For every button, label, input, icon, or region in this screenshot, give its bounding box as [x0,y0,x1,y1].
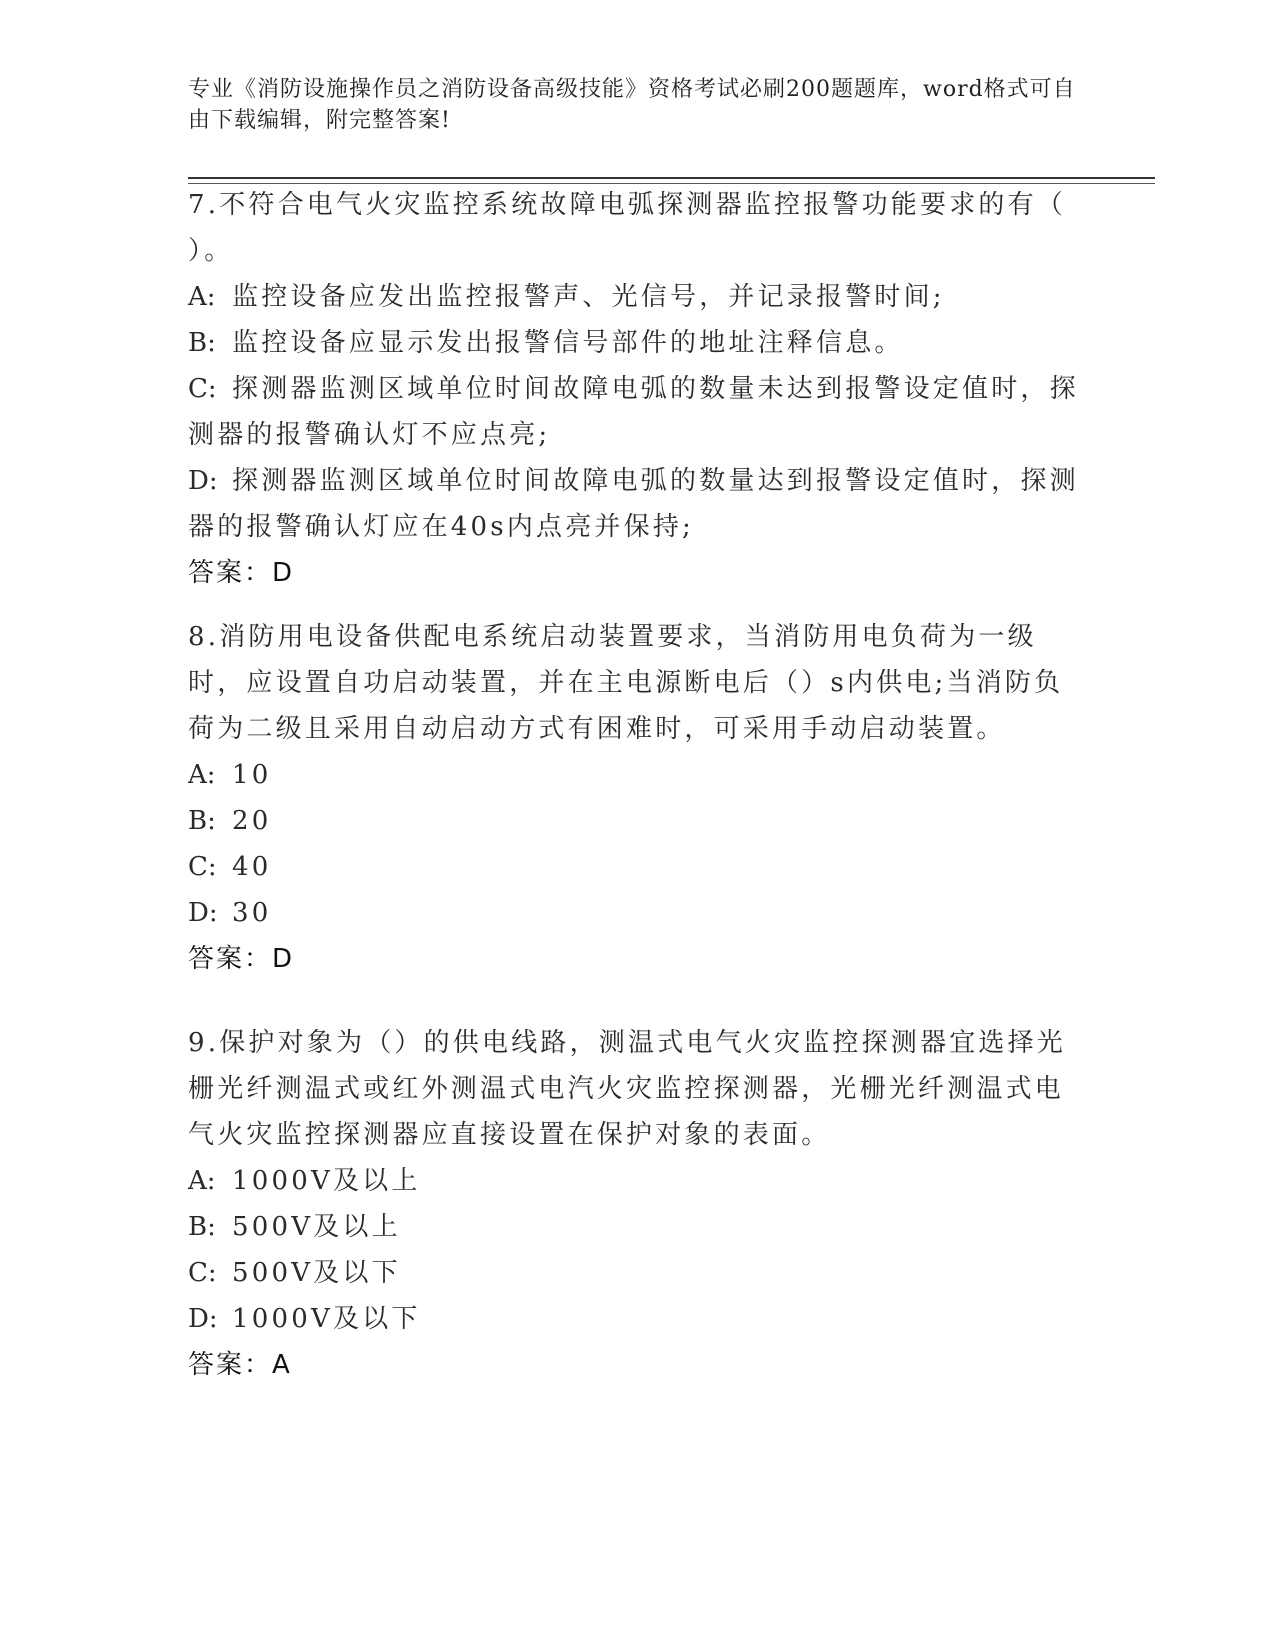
option-text: 500V及以上 [232,1212,401,1242]
option-c [188,366,1088,458]
option-text: 20 [232,806,272,836]
option-text: 探测器监测区域单位时间故障电弧的数量未达到报警设定值时，探测器的报警确认灯不应点亮; [188,374,1079,450]
option-a [188,752,1088,798]
option-label: C: [188,852,217,882]
question-stem: 9.保护对象为（）的供电线路，测温式电气火灾监控探测器宜选择光栅光纤测温式或红外测温式电汽火灾监控探测器，光栅光纤测温式电气火灾监控探测器应直接设置在保护对象的表面。 [188,1028,1067,1150]
question-8 [188,614,1088,982]
document-header: 专业《消防设施操作员之消防设备高级技能》资格考试必刷200题题库，word格式可自由下载编辑，附完整答案! [188,77,1076,133]
option-text: 探测器监测区域单位时间故障电弧的数量达到报警设定值时，探测器的报警确认灯应在40s内点亮并保持; [188,466,1079,542]
option-text: 监控设备应显示发出报警信号部件的地址注释信息。 [232,328,904,358]
option-label: A: [188,760,216,790]
option-text: 监控设备应发出监控报警声、光信号，并记录报警时间; [232,282,945,312]
option-d [188,458,1088,550]
option-a [188,274,1088,320]
option-label: D: [188,1304,218,1334]
option-text: 10 [232,760,272,790]
option-c [188,844,1088,890]
option-text: 500V及以下 [232,1258,401,1288]
option-label: D: [188,898,218,928]
option-label: B: [188,328,216,358]
option-c [188,1250,1088,1296]
question-stem: 8.消防用电设备供配电系统启动装置要求，当消防用电负荷为一级时，应设置自功启动装置，并在主电源断电后（）s内供电;当消防负荷为二级且采用自动启动方式有困难时，可采用手动启动装置。 [188,622,1064,744]
option-d [188,1296,1088,1342]
option-text: 40 [232,852,272,882]
option-d [188,890,1088,936]
option-label: B: [188,1212,216,1242]
option-text: 30 [232,898,272,928]
option-label: D: [188,466,218,496]
option-text: 1000V及以下 [232,1304,421,1334]
option-a [188,1158,1088,1204]
option-b [188,798,1088,844]
option-text: 1000V及以上 [232,1166,421,1196]
option-b [188,320,1088,366]
answer: 答案：D [188,944,295,974]
question-9 [188,1020,1088,1388]
header-rule-thick [188,177,1155,179]
option-b [188,1204,1088,1250]
option-label: B: [188,806,216,836]
option-label: C: [188,374,217,404]
answer: 答案：A [188,1350,292,1380]
question-7 [188,182,1088,596]
answer: 答案：D [188,558,295,588]
option-label: C: [188,1258,217,1288]
option-label: A: [188,1166,216,1196]
question-stem: 7.不符合电气火灾监控系统故障电弧探测器监控报警功能要求的有（ ）。 [188,190,1067,266]
option-label: A: [188,282,216,312]
